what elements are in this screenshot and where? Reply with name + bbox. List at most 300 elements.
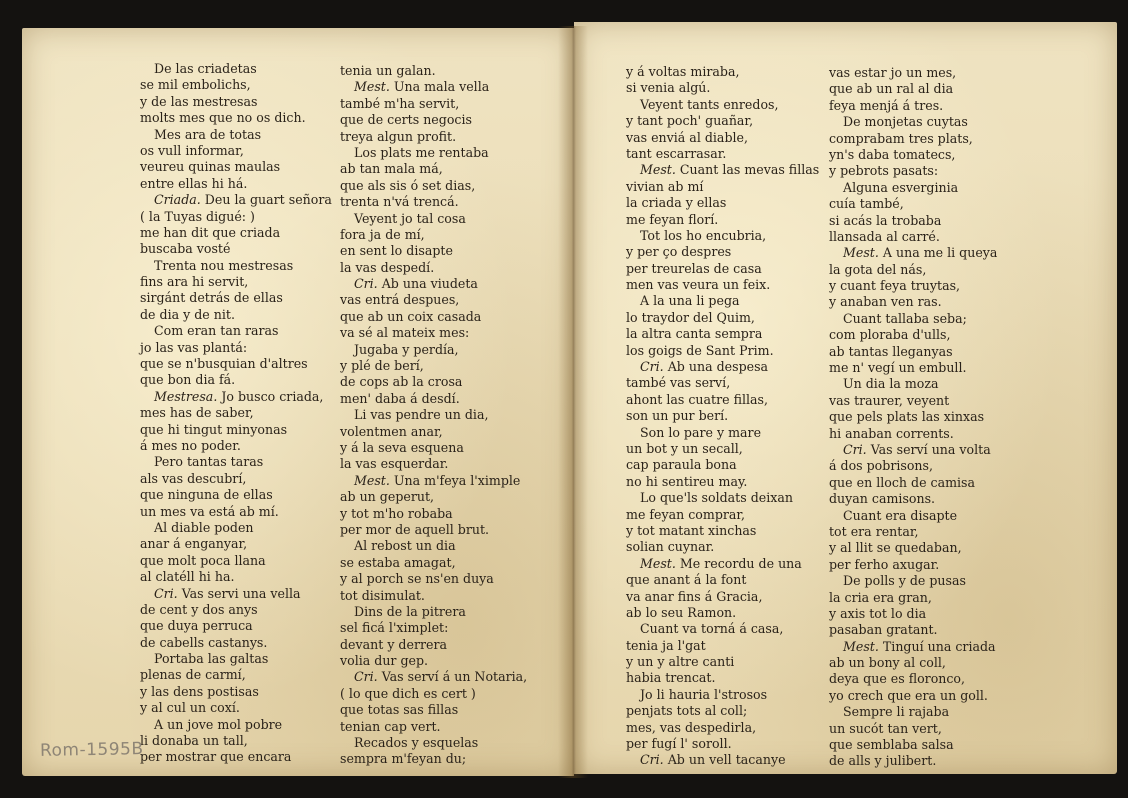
verse-line [829,311,997,327]
verse-line [340,227,527,243]
verse-text: Al diable poden [154,519,254,535]
verse-line [829,655,997,671]
verse-text: per ferho axugar. [829,556,940,572]
verse-text: y cuant feya truytas, [829,278,961,294]
verse-text: al clatéll hi ha. [140,569,235,585]
speaker-label: Cri. [843,441,867,457]
verse-line [829,458,997,474]
verse-text: que ninguna de ellas [140,487,273,503]
verse-text: y las dens postisas [140,683,259,699]
verse-line [340,538,527,554]
verse-text: deya que es floronco, [829,671,966,687]
verse-text: en sent lo disapte [340,243,453,259]
verse-line [340,522,527,538]
verse-line [140,340,332,356]
verse-line [829,327,997,343]
verse-line [626,359,819,375]
verse-line [829,737,997,753]
verse-line [829,590,997,606]
verse-line [340,194,527,210]
verse-text: Mes ara de totas [154,126,262,142]
verse-text: me feyan comprar, [626,506,746,522]
verse-text: vas enviá al diable, [626,129,748,145]
verse-text: A la una li pega [640,293,740,309]
verse-text: Vas serví una volta [870,441,991,457]
verse-text: os vull informar, [140,142,244,158]
verse-line [340,358,527,374]
verse-line [626,621,819,637]
verse-line [140,176,332,192]
verse-line [626,195,819,211]
verse-text: mes, vas despedirla, [626,719,757,735]
verse-text: Una m'feya l'ximple [393,472,521,488]
verse-line [140,61,332,77]
verse-line [626,179,819,195]
verse-text: un sucót tan vert, [829,720,942,736]
verse-text: Son lo pare y mare [640,424,762,440]
verse-text: solian cuynar. [626,539,715,555]
speaker-label: Cri. [154,585,178,601]
verse-line [626,277,819,293]
verse-line [340,735,527,751]
verse-text: la vas esquerdar. [340,456,449,472]
verse-text: y al porch se ns'en duya [340,571,494,587]
verse-line [626,638,819,654]
verse-line [626,670,819,686]
verse-line [829,213,997,229]
verse-line [140,454,332,470]
verse-text: vas estar jo un mes, [829,65,957,80]
verse-text: ab tan mala má, [340,161,443,177]
verse-text: y tant poch' guañar, [626,113,754,129]
verse-text: plenas de carmí, [140,667,246,683]
verse-line [626,113,819,129]
verse-line [140,94,332,110]
verse-column-4 [829,65,997,770]
verse-line [140,422,332,438]
verse-text: se estaba amagat, [340,554,456,570]
verse-line [626,589,819,605]
verse-line [829,557,997,573]
verse-text: va anar fins á Gracia, [626,588,763,604]
verse-line [829,524,997,540]
verse-text: Cuant era disapte [843,507,958,523]
verse-line [829,622,997,638]
verse-column-2 [340,63,527,768]
verse-text: duyan camisons. [829,491,936,507]
verse-line [829,442,997,458]
verse-text: Al rebost un dia [354,538,456,554]
verse-line [626,146,819,162]
verse-line [140,143,332,159]
verse-line [829,704,997,720]
verse-line [140,684,332,700]
verse-line [140,536,332,552]
verse-text: que de certs negocis [340,112,472,128]
verse-text: un bot y un secall, [626,440,743,456]
verse-text: Una mala vella [393,79,490,95]
verse-text: que als sis ó set dias, [340,177,476,193]
verse-line [340,719,527,735]
verse-line [340,161,527,177]
verse-line [140,520,332,536]
verse-line [340,276,527,292]
verse-text: que pels plats las xinxas [829,409,985,425]
verse-line [340,260,527,276]
verse-text: Ab un vell tacanye [667,752,786,768]
verse-line [140,241,332,257]
verse-line [626,490,819,506]
verse-line [829,376,997,392]
verse-line [829,245,997,261]
verse-line [829,491,997,507]
verse-text: sirgánt detrás de ellas [140,290,283,306]
verse-text: comprabam tres plats, [829,130,973,146]
verse-text: li donaba un tall, [140,733,248,749]
verse-line [626,474,819,490]
speaker-label: Mest. [354,472,390,488]
verse-line [140,77,332,93]
verse-text: treya algun profit. [340,128,457,144]
verse-text: Trenta nou mestresas [154,257,294,273]
verse-text: la gota del nás, [829,261,927,277]
verse-text: me feyan florí. [626,211,719,227]
verse-text: me han dit que criada [140,224,281,240]
verse-text: y pebrots pasats: [829,163,939,179]
verse-line [340,243,527,259]
verse-line [829,753,997,769]
verse-line [626,392,819,408]
verse-line [829,229,997,245]
verse-text: ab tantas lleganyas [829,343,953,359]
verse-text: Sempre li rajaba [843,704,950,720]
verse-text: tenia un galan. [340,63,436,78]
verse-line [626,130,819,146]
verse-text: si venia algú. [626,80,711,96]
verse-line [829,508,997,524]
verse-text: un mes va está ab mí. [140,503,279,519]
verse-text: jo las vas plantá: [140,339,248,355]
verse-text: me n' vegí un embull. [829,360,967,376]
verse-text: de cent y dos anys [140,601,258,617]
verse-text: Vas serví á un Notaria, [381,669,528,685]
verse-text: de dia y de nit. [140,306,235,322]
verse-line [140,258,332,274]
verse-text: Recados y esquelas [354,735,479,751]
speaker-label: Cri. [354,276,378,292]
verse-line [829,688,997,704]
verse-text: y á la seva esquena [340,439,464,455]
verse-text: trenta n'vá trencá. [340,194,459,210]
verse-line [340,440,527,456]
verse-text: no hi sentireu may. [626,473,748,489]
verse-line [140,323,332,339]
verse-text: Me recordu de una [679,555,802,571]
verse-line [140,667,332,683]
verse-text: llansada al carré. [829,228,940,244]
verse-text: Lo que'ls soldats deixan [640,490,793,506]
verse-text: buscaba vosté [140,241,231,257]
verse-line [829,147,997,163]
speaker-label: Mest. [843,245,879,261]
verse-text: men vas veura un feix. [626,277,771,293]
verse-text: Pero tantas taras [154,454,264,470]
verse-text: que ab un coix casada [340,308,482,324]
verse-text: Tot los ho encubria, [640,227,767,243]
verse-line [829,65,997,81]
verse-text: Jo li hauria l'strosos [640,686,768,702]
verse-line [140,225,332,241]
speaker-label: Cri. [640,752,664,768]
verse-text: A un jove mol pobre [154,716,283,732]
verse-line [140,717,332,733]
verse-line [340,669,527,685]
verse-line [829,344,997,360]
verse-line [626,261,819,277]
verse-text: devant y derrera [340,636,447,652]
verse-column-1 [140,61,332,766]
verse-line [626,556,819,572]
verse-text: mes has de saber, [140,405,254,421]
verse-line [626,441,819,457]
verse-text: y anaban ven ras. [829,294,942,310]
speaker-label: Criada. [154,192,201,208]
verse-text: Un dia la moza [843,376,939,392]
verse-text: tenia ja l'gat [626,637,706,653]
verse-line [140,274,332,290]
verse-line [140,635,332,651]
verse-text: com ploraba d'ulls, [829,327,951,343]
verse-text: Jugaba y perdía, [354,341,459,357]
verse-text: Cuant tallaba seba; [843,310,967,326]
verse-text: Com eran tan raras [154,323,279,339]
verse-line [340,309,527,325]
verse-text: y tot matant xinchas [626,522,757,538]
verse-line [626,97,819,113]
verse-text: que se n'busquian d'altres [140,356,308,372]
verse-text: los goigs de Sant Prim. [626,342,774,358]
verse-line [140,504,332,520]
verse-line [340,751,527,767]
verse-line [829,98,997,114]
verse-text: tot disimulat. [340,587,425,603]
verse-text: lo traydor del Quim, [626,309,755,325]
verse-line [140,618,332,634]
verse-line [829,360,997,376]
verse-text: Ab una despesa [667,359,769,375]
verse-column-3 [626,64,819,769]
verse-line [626,375,819,391]
verse-line [340,686,527,702]
verse-text: si acás la trobaba [829,212,942,228]
verse-text: A una me li queya [882,245,998,261]
verse-text: anar á enganyar, [140,536,248,552]
verse-text: sempra m'feyan du; [340,751,467,767]
verse-text: son un pur berí. [626,408,729,424]
verse-text: que molt poca llana [140,552,266,568]
verse-text: y á voltas miraba, [626,64,740,79]
verse-line [340,588,527,604]
verse-line [340,555,527,571]
speaker-label: Mestresa. [154,388,218,404]
verse-line [340,374,527,390]
verse-text: y plé de berí, [340,358,424,374]
verse-text: vivian ab mí [626,178,704,194]
verse-text: per mostrar que encara [140,749,292,765]
verse-line [626,80,819,96]
verse-line [829,294,997,310]
verse-line [340,391,527,407]
verse-text: tenian cap vert. [340,718,441,734]
verse-text: tot era rentar, [829,523,919,539]
verse-text: y al cul un coxí. [140,700,240,716]
verse-line [340,211,527,227]
verse-line [340,129,527,145]
verse-text: Los plats me rentaba [354,144,489,160]
verse-line [140,569,332,585]
verse-text: Jo busco criada, [221,388,324,404]
verse-line [829,475,997,491]
verse-line [140,356,332,372]
verse-text: ab lo seu Ramon. [626,604,737,620]
verse-text: yo crech que era un goll. [829,687,988,703]
verse-text: de cops ab la crosa [340,374,463,390]
verse-line [340,112,527,128]
verse-text: també vas serví, [626,375,731,391]
verse-text: que totas sas fillas [340,702,459,718]
verse-line [626,310,819,326]
verse-line [140,651,332,667]
verse-text: y tot m'ho robaba [340,505,453,521]
verse-line [140,405,332,421]
verse-line [140,159,332,175]
speaker-label: Mest. [354,79,390,95]
verse-line [829,409,997,425]
verse-line [340,489,527,505]
verse-line [340,145,527,161]
verse-text: ( lo que dich es cert ) [340,685,476,701]
verse-text: y per ço despres [626,244,732,260]
verse-text: habia trencat. [626,670,716,686]
verse-text: Veyent jo tal cosa [354,210,466,226]
verse-text: De las criadetas [154,61,257,76]
verse-text: per treurelas de casa [626,260,762,276]
verse-line [829,639,997,655]
verse-text: també m'ha servit, [340,95,460,111]
verse-text: Portaba las galtas [154,651,269,667]
verse-line [829,606,997,622]
speaker-label: Mest. [843,638,879,654]
verse-text: de alls y julibert. [829,753,937,769]
verse-line [829,81,997,97]
verse-line [626,408,819,424]
verse-line [829,573,997,589]
speaker-label: Cri. [354,669,378,685]
verse-line [340,506,527,522]
verse-line [340,473,527,489]
verse-text: De monjetas cuytas [843,114,968,130]
verse-line [140,192,332,208]
verse-line [140,438,332,454]
verse-line [829,671,997,687]
verse-line [340,342,527,358]
speaker-label: Mest. [640,555,676,571]
verse-line [829,114,997,130]
verse-line [829,196,997,212]
verse-line [140,700,332,716]
verse-text: que en lloch de camisa [829,474,976,490]
verse-text: pasaban gratant. [829,622,938,638]
verse-text: Alguna esverginia [843,179,959,195]
verse-text: la vas despedí. [340,259,435,275]
verse-text: que hi tingut minyonas [140,421,288,437]
verse-line [340,620,527,636]
verse-text: y axis tot lo dia [829,605,927,621]
verse-line [340,637,527,653]
page-fold [558,26,588,778]
verse-text: De polls y de pusas [843,573,966,589]
verse-text: que bon dia fá. [140,372,236,388]
verse-line [340,325,527,341]
verse-line [829,131,997,147]
verse-line [626,572,819,588]
verse-line [340,702,527,718]
speaker-label: Mest. [640,162,676,178]
verse-line [626,244,819,260]
verse-line [626,687,819,703]
verse-text: hi anaban corrents. [829,425,954,441]
verse-line [829,180,997,196]
verse-line [626,457,819,473]
verse-line [626,228,819,244]
verse-line [140,471,332,487]
verse-line [829,540,997,556]
verse-line [340,424,527,440]
verse-text: á dos pobrisons, [829,458,933,474]
verse-text: ab un bony al coll, [829,655,946,671]
verse-line [829,426,997,442]
verse-text: Tinguí una criada [882,638,996,654]
verse-line [626,162,819,178]
verse-line [626,752,819,768]
verse-text: men' daba á desdí. [340,390,460,406]
verse-text: volia dur gep. [340,653,429,669]
verse-text: Cuant va torná á casa, [640,621,784,637]
verse-line [140,586,332,602]
verse-text: la criada y ellas [626,195,727,211]
verse-text: la cria era gran, [829,589,932,605]
verse-line [626,523,819,539]
verse-text: yn's daba tomatecs, [829,146,956,162]
verse-line [626,736,819,752]
verse-line [140,110,332,126]
verse-text: volentmen anar, [340,423,443,439]
verse-line [140,209,332,225]
verse-line [340,571,527,587]
verse-line [626,64,819,80]
verse-line [140,290,332,306]
verse-text: fins ara hi servit, [140,274,249,290]
verse-line [829,721,997,737]
verse-line [340,292,527,308]
verse-text: vas entrá despues, [340,292,460,308]
verse-line [626,539,819,555]
verse-line [140,127,332,143]
verse-line [340,456,527,472]
verse-line [340,604,527,620]
verse-text: va sé al mateix mes: [340,325,470,341]
verse-line [140,602,332,618]
